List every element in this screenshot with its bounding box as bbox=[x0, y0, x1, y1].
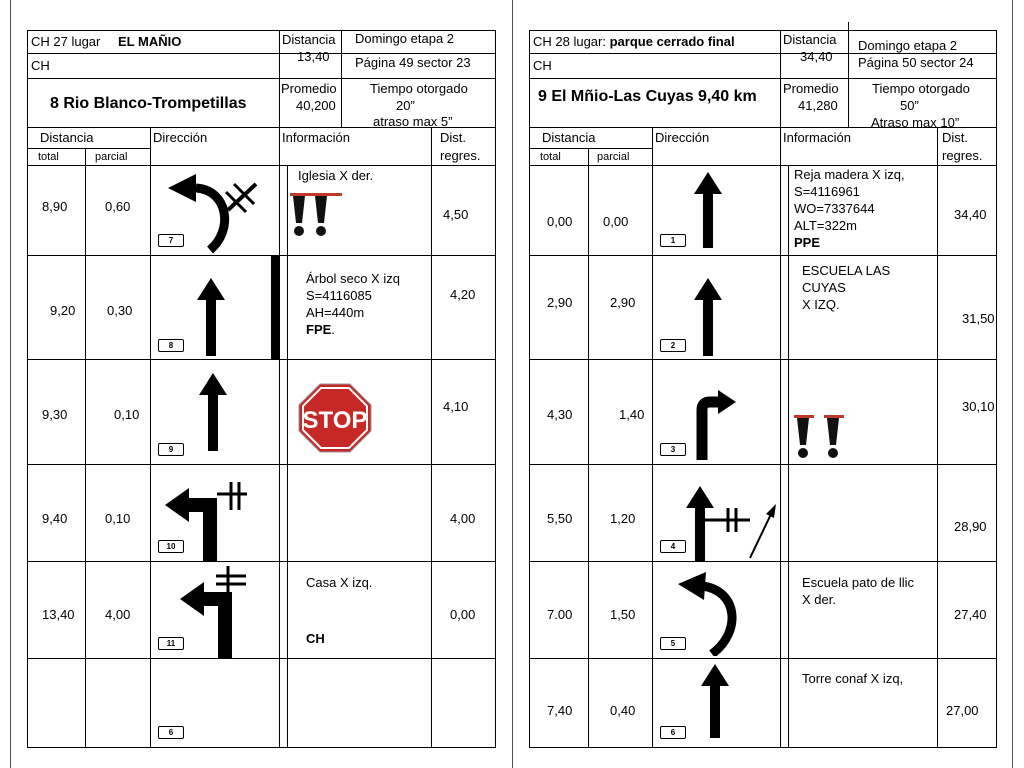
straight-arrow-icon bbox=[198, 373, 228, 451]
right-row-1-num: 1 bbox=[660, 234, 686, 247]
info-line-bold bbox=[306, 321, 400, 338]
left-row-5-num: 11 bbox=[158, 637, 184, 650]
right-row-2-info bbox=[802, 262, 890, 313]
info-line-bold bbox=[794, 234, 905, 251]
thick-marker-bar bbox=[271, 255, 280, 359]
right-atraso: Atraso max 10” bbox=[871, 115, 960, 130]
right-row-6-total: 7,40 bbox=[547, 703, 573, 718]
right-col-distancia: Distancia bbox=[542, 130, 596, 145]
left-etapa: Domingo etapa 2 bbox=[355, 31, 455, 46]
left-row-5-info-bold bbox=[306, 630, 325, 647]
left-row-5-info bbox=[306, 574, 372, 591]
left-row-5-parcial: 4,00 bbox=[105, 607, 131, 622]
right-row-1-parcial: 0,00 bbox=[603, 214, 629, 229]
left-row-6-num: 6 bbox=[158, 726, 184, 739]
info-line: ALT=322m bbox=[794, 218, 857, 233]
left-row-2-info bbox=[306, 270, 400, 338]
info-line: X der. bbox=[802, 592, 836, 607]
straight-arrow-icon bbox=[693, 172, 723, 248]
right-row-4-total: 5,50 bbox=[547, 511, 573, 526]
left-row-5-regres: 0,00 bbox=[450, 607, 476, 622]
right-row-5-parcial: 1,50 bbox=[610, 607, 636, 622]
left-distancia-label: Distancia bbox=[282, 32, 336, 47]
right-stage-title: 9 El Mñio-Las Cuyas 9,40 km bbox=[538, 88, 757, 105]
right-promedio-value: 41,280 bbox=[798, 98, 838, 113]
double-exclamation-icon bbox=[290, 193, 342, 241]
left-col-dist: Dist. bbox=[440, 130, 466, 145]
info-line: Reja madera X izq, bbox=[794, 167, 905, 182]
left-row-4-num: 10 bbox=[158, 540, 184, 553]
left-promedio-label: Promedio bbox=[281, 81, 337, 96]
left-pagina: Página 49 sector 23 bbox=[355, 55, 471, 70]
right-etapa: Domingo etapa 2 bbox=[858, 38, 958, 53]
right-row-3-regres: 30,10 bbox=[962, 399, 995, 414]
left-col-direccion: Dirección bbox=[153, 130, 208, 145]
left-row-4-regres: 4,00 bbox=[450, 511, 476, 526]
fpe-suffix: . bbox=[331, 322, 335, 337]
left-atraso: atraso max 5” bbox=[373, 114, 453, 129]
left-row-3-regres: 4,10 bbox=[443, 399, 469, 414]
info-line: CUYAS bbox=[802, 280, 846, 295]
left-row-2-num: 8 bbox=[158, 339, 184, 352]
right-col-total: total bbox=[540, 151, 561, 163]
right-tiempo-label: Tiempo otorgado bbox=[872, 81, 970, 96]
ch-label: CH bbox=[306, 631, 325, 646]
right-pagina: Página 50 sector 24 bbox=[858, 55, 974, 70]
left-promedio-value: 40,200 bbox=[296, 98, 336, 113]
stop-text: STOP bbox=[302, 407, 368, 434]
straight-arrow-icon bbox=[196, 278, 226, 356]
straight-arrow-icon bbox=[700, 664, 730, 738]
right-row-6-regres: 27,00 bbox=[946, 703, 979, 718]
right-row-4-num: 4 bbox=[660, 540, 686, 553]
left-row-5-total: 13,40 bbox=[42, 607, 75, 622]
info-line: S=4116085 bbox=[306, 288, 372, 303]
straight-arrow-with-junction-icon bbox=[684, 486, 780, 562]
right-row-5-total: 7.00 bbox=[547, 607, 573, 622]
info-line: Torre conaf X izq, bbox=[802, 671, 904, 686]
left-stage-title: 8 Rio Blanco-Trompetillas bbox=[50, 95, 247, 112]
left-tiempo-value: 20” bbox=[396, 98, 415, 113]
info-line: AH=440m bbox=[306, 305, 365, 320]
right-row-2-total: 2,90 bbox=[547, 295, 573, 310]
right-col-dist: Dist. bbox=[942, 130, 968, 145]
left-row-3-total: 9,30 bbox=[42, 407, 68, 422]
right-promedio-label: Promedio bbox=[783, 81, 839, 96]
left-row-1-parcial: 0,60 bbox=[105, 199, 131, 214]
left-col-parcial: parcial bbox=[95, 151, 128, 163]
right-row-1-total: 0,00 bbox=[547, 214, 573, 229]
right-row-5-regres: 27,40 bbox=[954, 607, 987, 622]
right-tiempo-value: 50” bbox=[900, 98, 919, 113]
right-distancia-label: Distancia bbox=[783, 32, 837, 47]
left-ch-label-2: CH bbox=[31, 58, 50, 73]
fpe-label: FPE bbox=[306, 322, 332, 337]
info-line: WO=7337644 bbox=[794, 201, 875, 216]
right-col-parcial: parcial bbox=[597, 151, 630, 163]
left-row-2-regres: 4,20 bbox=[450, 287, 476, 302]
right-col-direccion: Dirección bbox=[655, 130, 710, 145]
right-ch-label bbox=[533, 34, 735, 49]
right-row-3-total: 4,30 bbox=[547, 407, 573, 422]
stop-sign-icon bbox=[298, 383, 372, 453]
right-row-1-regres: 34,40 bbox=[954, 207, 987, 222]
left-row-1-num: 7 bbox=[158, 234, 184, 247]
left-tiempo-label: Tiempo otorgado bbox=[370, 81, 468, 96]
right-row-6-info bbox=[802, 670, 903, 687]
left-row-1-total: 8,90 bbox=[42, 199, 68, 214]
right-row-6-parcial: 0,40 bbox=[610, 703, 636, 718]
left-row-3-parcial: 0,10 bbox=[114, 407, 140, 422]
right-row-4-regres: 28,90 bbox=[954, 519, 987, 534]
right-place: parque cerrado final bbox=[609, 34, 735, 49]
left-turn-arrow-icon bbox=[180, 566, 250, 658]
left-col-informacion: Información bbox=[282, 130, 350, 145]
right-col-regres: regres. bbox=[942, 148, 983, 163]
right-ch-text: CH 28 lugar: bbox=[533, 34, 606, 49]
right-row-5-info bbox=[802, 574, 914, 608]
ppe-label: PPE bbox=[794, 235, 821, 250]
info-line: Árbol seco X izq bbox=[306, 271, 400, 286]
left-row-4-total: 9,40 bbox=[42, 511, 68, 526]
left-row-3-num: 9 bbox=[158, 443, 184, 456]
info-line: Escuela pato de llic bbox=[802, 575, 915, 590]
info-line: ESCUELA LAS bbox=[802, 263, 891, 278]
right-row-3-num: 3 bbox=[660, 443, 686, 456]
right-row-6-num: 6 bbox=[660, 726, 686, 739]
right-row-4-parcial: 1,20 bbox=[610, 511, 636, 526]
curved-arrow-left-icon bbox=[162, 170, 262, 254]
left-ch-label: CH 27 lugar bbox=[31, 34, 101, 49]
left-col-distancia: Distancia bbox=[40, 130, 94, 145]
right-row-2-num: 2 bbox=[660, 339, 686, 352]
left-row-1-regres: 4,50 bbox=[443, 207, 469, 222]
right-row-2-parcial: 2,90 bbox=[610, 295, 636, 310]
right-row-5-num: 5 bbox=[660, 637, 686, 650]
right-row-2-regres: 31,50 bbox=[962, 311, 995, 326]
left-row-4-parcial: 0,10 bbox=[105, 511, 131, 526]
left-row-2-total: 9,20 bbox=[50, 303, 76, 318]
left-row-1-info bbox=[298, 167, 373, 184]
straight-arrow-icon bbox=[693, 278, 723, 356]
left-distancia-value: 13,40 bbox=[297, 49, 330, 64]
left-col-regres: regres. bbox=[440, 148, 481, 163]
right-row-1-info bbox=[794, 166, 905, 251]
info-line: X IZQ. bbox=[802, 297, 840, 312]
right-ch-label-2: CH bbox=[533, 58, 552, 73]
right-col-informacion: Información bbox=[783, 130, 851, 145]
info-line: S=4116961 bbox=[794, 184, 860, 199]
right-distancia-value: 34,40 bbox=[800, 49, 833, 64]
right-row-3-parcial: 1,40 bbox=[619, 407, 645, 422]
curved-arrow-icon bbox=[676, 566, 746, 656]
left-turn-arrow-icon bbox=[165, 478, 255, 562]
right-turn-arrow-icon bbox=[694, 390, 738, 460]
left-col-total: total bbox=[38, 151, 59, 163]
info-line: Iglesia X der. bbox=[298, 168, 374, 183]
left-place: EL MAÑIO bbox=[118, 34, 182, 49]
info-line: Casa X izq. bbox=[306, 575, 373, 590]
left-row-2-parcial: 0,30 bbox=[107, 303, 133, 318]
double-exclamation-icon bbox=[792, 415, 852, 465]
